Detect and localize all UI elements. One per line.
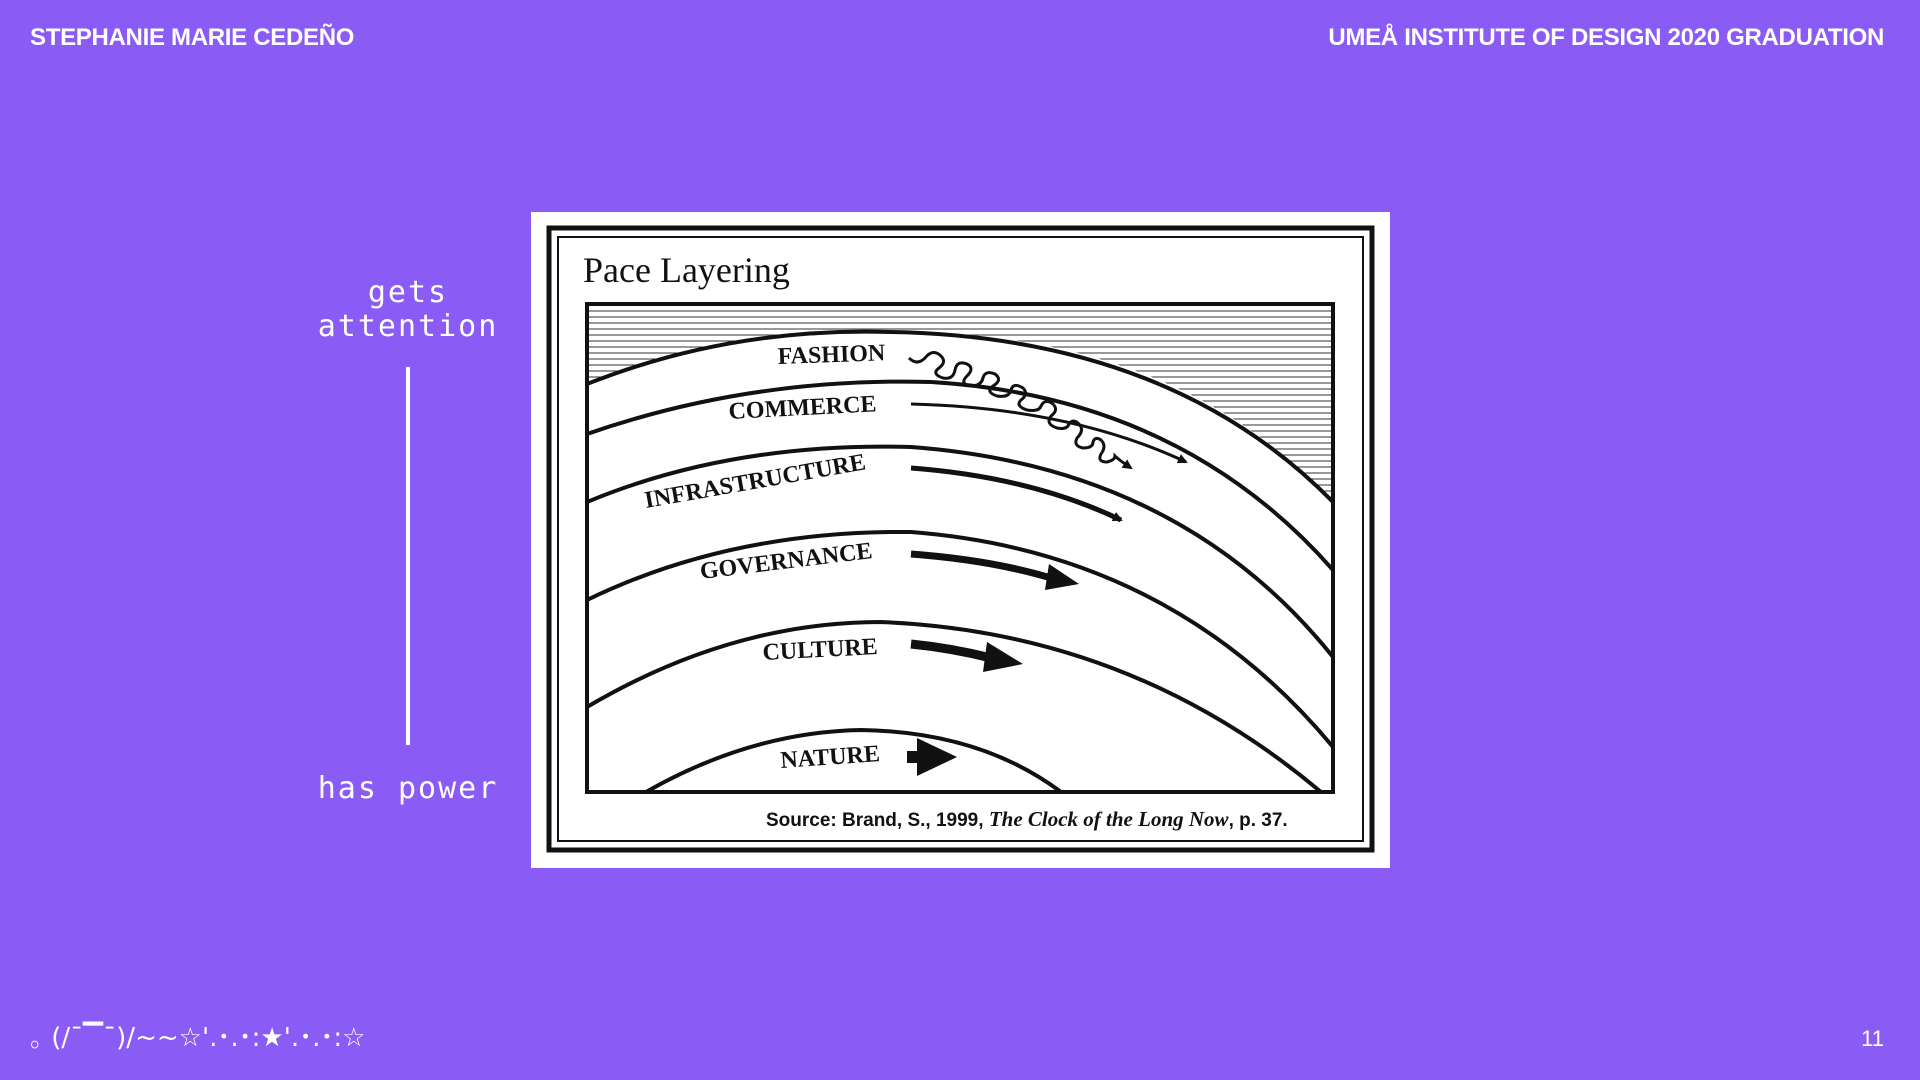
- source-prefix: Source: Brand, S., 1999,: [766, 810, 989, 831]
- culture-arrowhead: [983, 642, 1023, 672]
- nature-arrowhead: [917, 738, 957, 776]
- layer-label-culture: CULTURE: [761, 634, 879, 666]
- layer-label-governance: GOVERNANCE: [698, 538, 874, 585]
- culture-arrow: [911, 644, 991, 658]
- layer-label-nature: NATURE: [779, 741, 881, 774]
- footer-emoticon: ｡ (/¯▔¯)/~~☆'.･.･:★'.･.･:☆: [30, 1023, 366, 1053]
- layer-label-fashion: FASHION: [777, 340, 886, 370]
- layer-label-infrastructure: INFRASTRUCTURE: [642, 449, 868, 514]
- source-suffix: , p. 37.: [1228, 810, 1288, 831]
- scale-top-line2: attention: [317, 309, 499, 344]
- layer-label-commerce: COMMERCE: [727, 391, 878, 425]
- source-book-title: The Clock of the Long Now: [988, 807, 1229, 831]
- figure-title: Pace Layering: [583, 250, 790, 290]
- governance-arrow: [911, 554, 1051, 578]
- page-number: 11: [1861, 1026, 1884, 1051]
- governance-arrowhead: [1045, 564, 1079, 590]
- author-name: STEPHANIE MARIE CEDEÑO: [30, 24, 355, 51]
- pace-layering-diagram: [531, 212, 1390, 868]
- scale-top-label: [290, 276, 526, 344]
- pace-layering-figure: [531, 212, 1390, 868]
- event-title: UMEÅ INSTITUTE OF DESIGN 2020 GRADUATION: [1328, 24, 1884, 51]
- figure-source: [766, 807, 1288, 831]
- scale-bottom-label: has power: [317, 771, 499, 806]
- infrastructure-arrow: [911, 468, 1121, 520]
- scale-top-line1: gets: [367, 275, 449, 310]
- scale-divider-line: [406, 367, 410, 745]
